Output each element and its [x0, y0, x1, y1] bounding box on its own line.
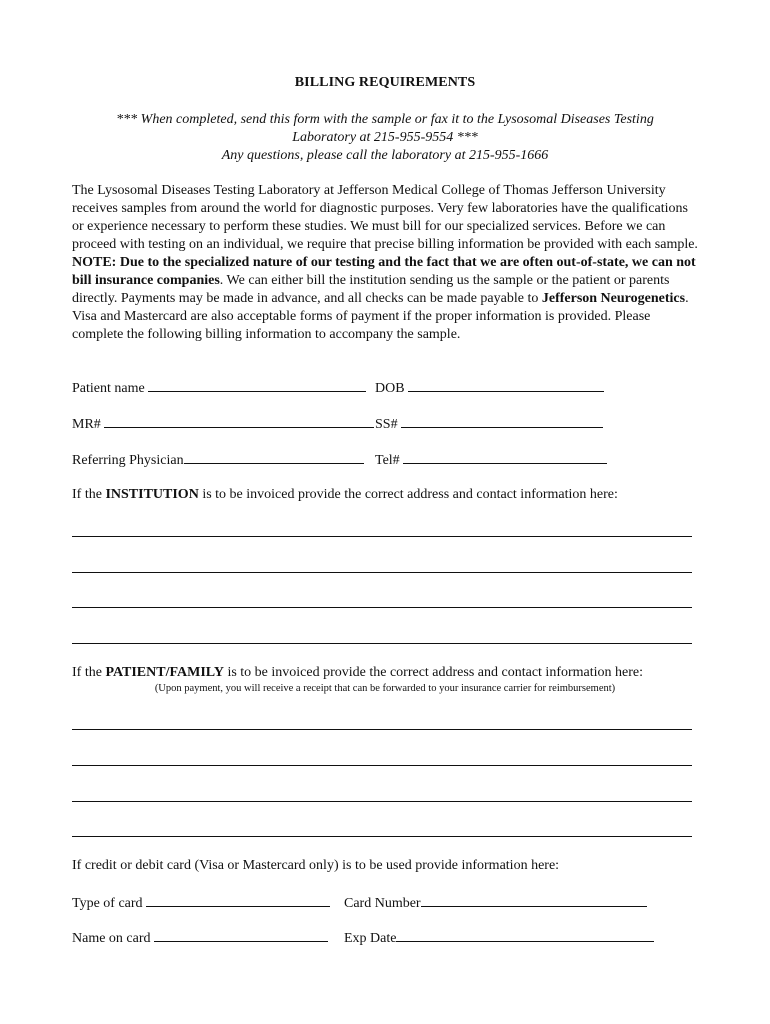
dob-label: DOB — [375, 381, 405, 396]
institution-address-line-2[interactable] — [72, 572, 692, 573]
patient-family-suffix: is to be invoiced provide the correct address and contact information here: — [223, 665, 644, 680]
card-number-label: Card Number — [344, 896, 421, 911]
institution-address-line-1[interactable] — [72, 536, 692, 537]
patient-address-line-1[interactable] — [72, 729, 692, 730]
name-on-card-label: Name on card — [72, 931, 151, 946]
referring-physician-label: Referring Physician — [72, 453, 184, 468]
patient-address-line-4[interactable] — [72, 836, 692, 837]
intro-paragraph — [72, 182, 702, 344]
reimbursement-note: (Upon payment, you will receive a receipt that can be forwarded to your insurance carrier for reimbursement) — [154, 683, 616, 694]
type-of-card-label: Type of card — [72, 896, 143, 911]
insurance-note: NOTE: Due to the specialized nature of our testing and the fact that we are often out-of-state, we can not bill insurance companies — [72, 255, 696, 288]
notice-line-1: *** When completed, send this form with the sample or fax it to the Lysosomal Diseases Testing — [116, 112, 654, 127]
ss-field[interactable] — [401, 415, 603, 428]
name-on-card-field[interactable] — [154, 929, 328, 942]
patient-family-keyword: PATIENT/FAMILY — [105, 665, 224, 680]
tel-label: Tel# — [375, 453, 400, 468]
notice-line-2: Laboratory at 215-955-9554 *** — [292, 130, 478, 145]
tel-field[interactable] — [403, 451, 607, 464]
card-instruction: If credit or debit card (Visa or Mastercard only) is to be used provide information here: — [72, 858, 560, 873]
referring-physician-field[interactable] — [184, 451, 364, 464]
ss-label: SS# — [375, 417, 398, 432]
intro-text-1: The Lysosomal Diseases Testing Laboratory at Jefferson Medical College of Thomas Jefferson University receives samples from around the world for diagnostic purposes. Very few laboratories have the qualifications or experience necessary to perform these studies. We must bill for our specialized services. Before we can proceed with testing on an individual, we require that precise billing information be provided with each sample. — [72, 183, 698, 252]
patient-address-line-3[interactable] — [72, 801, 692, 802]
patient-name-label: Patient name — [72, 381, 145, 396]
institution-suffix: is to be invoiced provide the correct address and contact information here: — [198, 487, 618, 502]
notice-line-3: Any questions, please call the laboratory at 215-955-1666 — [221, 148, 549, 163]
patient-name-field[interactable] — [148, 379, 366, 392]
institution-instruction — [72, 487, 618, 503]
card-number-field[interactable] — [421, 894, 647, 907]
patient-family-instruction — [72, 665, 643, 681]
patient-family-prefix: If the — [72, 665, 106, 680]
exp-date-field[interactable] — [396, 929, 654, 942]
mr-label: MR# — [72, 417, 101, 432]
intro-text-3: . Visa and Mastercard are also acceptable forms of payment if the proper information is provided. Please complete the following billing information to accompany the sample. — [72, 291, 689, 342]
institution-address-line-3[interactable] — [72, 607, 692, 608]
institution-keyword: INSTITUTION — [105, 487, 199, 502]
form-title: BILLING REQUIREMENTS — [294, 75, 476, 90]
payee-name: Jefferson Neurogenetics — [541, 291, 686, 306]
patient-address-line-2[interactable] — [72, 765, 692, 766]
type-of-card-field[interactable] — [146, 894, 330, 907]
dob-field[interactable] — [408, 379, 604, 392]
institution-prefix: If the — [72, 487, 106, 502]
intro-text-2: . We can either bill the institution sending us the sample or the patient or parents directly. Payments may be made in advance, and all checks can be made payable to — [72, 273, 670, 306]
institution-address-line-4[interactable] — [72, 643, 692, 644]
submission-notice — [70, 111, 700, 165]
mr-field[interactable] — [104, 415, 374, 428]
exp-date-label: Exp Date — [344, 931, 397, 946]
